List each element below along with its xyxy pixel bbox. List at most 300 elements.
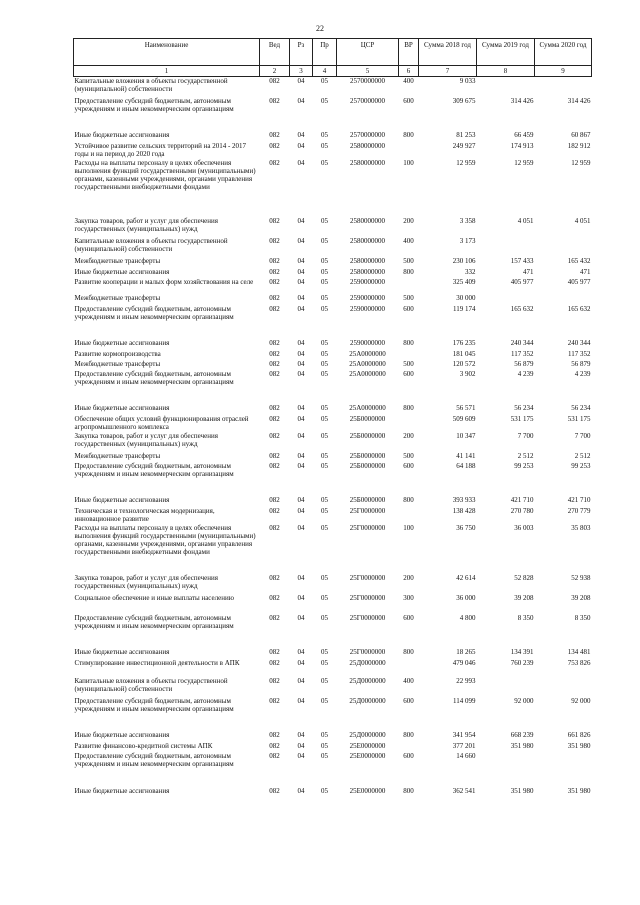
cell-vr: 800 (403, 647, 414, 656)
cell-sum-2020: 12 959 (571, 158, 591, 167)
cell-sum-2020: 4 239 (574, 369, 591, 378)
cell-sum-2019: 157 433 (510, 256, 534, 265)
cell-sum-2019: 421 710 (510, 495, 534, 504)
cell-rz: 04 (297, 647, 305, 656)
cell-sum-2019: 56 879 (514, 359, 534, 368)
table-row (74, 731, 592, 742)
cell-sum-2020: 117 352 (568, 349, 591, 358)
cell-rz: 04 (297, 495, 305, 504)
cell-sum-2018: 3 902 (459, 369, 476, 378)
cell-ved: 082 (269, 741, 280, 750)
cell-vr: 600 (403, 369, 414, 378)
cell-sum-2018: 64 188 (456, 461, 476, 470)
cell-sum-2020: 56 879 (571, 359, 591, 368)
cell-pr: 05 (321, 786, 328, 795)
cell-sum-2019: 4 239 (517, 369, 534, 378)
cell-pr: 05 (321, 414, 328, 423)
cell-vr: 800 (403, 495, 414, 504)
cell-csr: 2580000000 (350, 267, 385, 276)
cell-vr (399, 415, 419, 432)
cell-sum-2018: 114 099 (453, 696, 476, 705)
cell-vr: 800 (403, 730, 414, 739)
cell-sum-2020: 4 051 (574, 216, 591, 225)
cell-sum-2020: 165 632 (567, 304, 591, 313)
cell-csr: 25Б0000000 (349, 495, 386, 504)
cell-sum-2020 (535, 77, 592, 97)
header-vr: ВР (399, 39, 419, 66)
cell-sum-2019 (477, 677, 535, 697)
cell-pr: 05 (321, 77, 328, 85)
cell-name: Стимулирование инвестиционной деятельности в АПК (74, 658, 240, 667)
cell-sum-2019: 4 051 (517, 216, 534, 225)
cell-sum-2018: 119 174 (453, 304, 476, 313)
cell-sum-2018: 230 106 (452, 256, 476, 265)
cell-vr: 400 (403, 77, 414, 85)
cell-name: Устойчивое развитие сельских территорий на 2014 - 2017 годы и на период до 2020 года (74, 141, 247, 158)
header-csr: ЦСР (337, 39, 399, 66)
header-sum-2020: Сумма 2020 год (535, 39, 592, 66)
cell-ved: 082 (269, 403, 280, 412)
cell-pr: 05 (321, 130, 328, 139)
cell-vr: 100 (403, 523, 414, 532)
cell-sum-2020: 351 980 (567, 786, 591, 795)
cell-sum-2020: 531 175 (567, 414, 591, 423)
cell-name: Капитальные вложения в объекты государственной (муниципальной) собственности (74, 676, 228, 693)
cell-rz: 04 (297, 216, 305, 225)
cell-name: Иные бюджетные ассигнования (74, 495, 170, 504)
table-row (74, 159, 592, 217)
cell-ved: 082 (269, 277, 280, 286)
cell-ved: 082 (269, 414, 280, 423)
header-sum-2018: Сумма 2018 год (419, 39, 477, 66)
cell-sum-2018: 176 235 (452, 338, 476, 347)
header-sum-2019: Сумма 2019 год (477, 39, 535, 66)
cell-sum-2020 (535, 237, 592, 257)
cell-csr: 25Г0000000 (349, 523, 386, 532)
header-row (74, 39, 592, 66)
cell-name: Иные бюджетные ассигнования (74, 338, 170, 347)
cell-csr: 25А0000000 (349, 359, 386, 368)
cell-csr: 25Д0000000 (349, 658, 386, 667)
cell-rz: 04 (297, 414, 305, 423)
cell-sum-2020: 39 208 (571, 593, 591, 602)
cell-sum-2019: 66 459 (514, 130, 534, 139)
cell-rz: 04 (297, 593, 305, 602)
column-number: 7 (419, 66, 477, 77)
table-row (74, 787, 592, 797)
cell-rz: 04 (297, 730, 305, 739)
cell-sum-2020: 270 779 (567, 506, 591, 515)
cell-sum-2020: 52 938 (571, 573, 591, 582)
cell-sum-2019: 39 208 (514, 593, 534, 602)
cell-sum-2019 (477, 752, 535, 787)
cell-sum-2020: 471 (580, 267, 591, 276)
cell-sum-2020: 92 000 (571, 696, 591, 705)
cell-vr: 500 (403, 293, 414, 302)
cell-sum-2018: 332 (465, 267, 476, 276)
cell-csr: 25Г0000000 (349, 506, 386, 515)
cell-sum-2019: 117 352 (511, 349, 534, 358)
cell-sum-2019: 92 000 (514, 696, 534, 705)
cell-name: Иные бюджетные ассигнования (74, 730, 170, 739)
cell-name: Предоставление субсидий бюджетным, автономным учреждениям и иным некоммерческим организациям (74, 696, 234, 713)
table-row (74, 507, 592, 524)
cell-pr: 05 (321, 495, 328, 504)
cell-sum-2019: 270 780 (510, 506, 534, 515)
cell-csr: 25Д0000000 (349, 676, 386, 685)
cell-ved: 082 (269, 369, 280, 378)
cell-pr: 05 (321, 96, 328, 105)
cell-sum-2018: 181 045 (452, 349, 476, 358)
table-row (74, 131, 592, 142)
cell-sum-2020: 421 710 (567, 495, 591, 504)
cell-rz: 04 (297, 256, 305, 265)
cell-csr: 2590000000 (350, 277, 385, 286)
cell-csr: 2590000000 (350, 304, 385, 313)
cell-pr: 05 (321, 359, 328, 368)
cell-pr: 05 (321, 613, 328, 622)
cell-rz: 04 (297, 267, 305, 276)
cell-ved: 082 (269, 216, 280, 225)
cell-name: Капитальные вложения в объекты государственной (муниципальной) собственности (74, 236, 228, 253)
header-pr: Пр (313, 39, 337, 66)
cell-pr: 05 (321, 256, 328, 265)
cell-ved: 082 (269, 593, 280, 602)
table-row (74, 659, 592, 677)
cell-sum-2020: 314 426 (567, 96, 591, 105)
cell-ved: 082 (269, 451, 280, 460)
table-row (74, 294, 592, 305)
cell-rz: 04 (297, 573, 305, 582)
cell-sum-2019 (477, 77, 535, 97)
cell-sum-2019: 56 234 (514, 403, 534, 412)
cell-rz: 04 (297, 506, 305, 515)
table-row (74, 742, 592, 752)
cell-pr: 05 (321, 349, 328, 358)
cell-sum-2020: 134 481 (567, 647, 591, 656)
cell-vr (399, 507, 419, 524)
cell-rz: 04 (297, 676, 305, 685)
cell-vr: 600 (403, 613, 414, 622)
cell-csr: 25Г0000000 (349, 593, 386, 602)
cell-sum-2018: 325 409 (452, 277, 476, 286)
cell-sum-2020: 165 432 (567, 256, 591, 265)
cell-sum-2018: 36 000 (456, 593, 476, 602)
table-row (74, 752, 592, 787)
cell-sum-2018: 14 660 (456, 751, 476, 760)
cell-csr: 2580000000 (350, 216, 385, 225)
cell-sum-2018: 10 347 (456, 431, 476, 440)
cell-csr: 2580000000 (350, 141, 385, 150)
cell-ved: 082 (269, 730, 280, 739)
cell-sum-2018: 9 033 (459, 77, 476, 85)
table-body (74, 77, 592, 797)
cell-sum-2018: 18 265 (456, 647, 476, 656)
cell-name: Закупка товаров, работ и услуг для обеспечения государственных (муниципальных) нужд (74, 431, 218, 448)
cell-rz: 04 (297, 158, 305, 167)
cell-pr: 05 (321, 216, 328, 225)
table-row (74, 77, 592, 97)
cell-name: Межбюджетные трансферты (74, 256, 161, 265)
cell-pr: 05 (321, 451, 328, 460)
column-number: 2 (260, 66, 290, 77)
cell-pr: 05 (321, 293, 328, 302)
cell-rz: 04 (297, 369, 305, 378)
table-row (74, 594, 592, 614)
cell-name: Расходы на выплаты персоналу в целях обеспечения выполнения функций государственными (муниципальными) органами, казенными учреждениями, органами управления государственными внебюджетными фондами (74, 158, 256, 191)
cell-vr: 800 (403, 403, 414, 412)
table-row (74, 278, 592, 294)
cell-csr: 25Д0000000 (349, 730, 386, 739)
cell-csr: 25Г0000000 (349, 613, 386, 622)
cell-sum-2018: 3 173 (459, 236, 476, 245)
cell-csr: 25А0000000 (349, 369, 386, 378)
cell-rz: 04 (297, 359, 305, 368)
column-number: 4 (313, 66, 337, 77)
cell-name: Иные бюджетные ассигнования (74, 647, 170, 656)
cell-sum-2018: 309 675 (452, 96, 476, 105)
cell-ved: 082 (269, 495, 280, 504)
cell-pr: 05 (321, 369, 328, 378)
cell-sum-2020: 7 700 (574, 431, 591, 440)
cell-sum-2019: 351 980 (510, 741, 534, 750)
cell-sum-2018: 393 933 (452, 495, 476, 504)
table-row (74, 257, 592, 268)
cell-csr: 25Е0000000 (349, 741, 386, 750)
cell-sum-2020: 753 826 (567, 658, 591, 667)
cell-csr: 25Е0000000 (349, 786, 386, 795)
cell-pr: 05 (321, 751, 328, 760)
cell-sum-2019: 7 700 (517, 431, 534, 440)
cell-pr: 05 (321, 236, 328, 245)
cell-pr: 05 (321, 523, 328, 532)
cell-rz: 04 (297, 431, 305, 440)
table-row (74, 496, 592, 507)
cell-name: Предоставление субсидий бюджетным, автономным учреждениям и иным некоммерческим организациям (74, 369, 234, 386)
cell-ved: 082 (269, 676, 280, 685)
column-number: 3 (290, 66, 313, 77)
cell-rz: 04 (297, 696, 305, 705)
cell-sum-2019: 134 391 (510, 647, 534, 656)
cell-csr: 2570000000 (350, 77, 385, 85)
table-row (74, 360, 592, 370)
cell-ved: 082 (269, 96, 280, 105)
cell-csr: 25Б0000000 (349, 451, 386, 460)
cell-ved: 082 (269, 236, 280, 245)
cell-name: Иные бюджетные ассигнования (74, 130, 170, 139)
cell-sum-2020: 661 826 (567, 730, 591, 739)
cell-rz: 04 (297, 236, 305, 245)
cell-pr: 05 (321, 647, 328, 656)
cell-sum-2019: 314 426 (510, 96, 534, 105)
cell-vr: 500 (403, 359, 414, 368)
column-number: 8 (477, 66, 535, 77)
table-row (74, 305, 592, 339)
table-row (74, 97, 592, 131)
cell-sum-2020: 405 977 (567, 277, 591, 286)
table-row (74, 614, 592, 648)
cell-csr: 2570000000 (350, 96, 385, 105)
cell-sum-2019: 2 512 (517, 451, 534, 460)
cell-sum-2019: 52 828 (514, 573, 534, 582)
cell-pr: 05 (321, 304, 328, 313)
table-row (74, 339, 592, 350)
cell-sum-2018: 36 750 (456, 523, 476, 532)
cell-name: Предоставление субсидий бюджетным, автономным учреждениям и иным некоммерческим организациям (74, 304, 234, 321)
cell-vr: 300 (403, 593, 414, 602)
cell-sum-2019: 760 239 (510, 658, 534, 667)
cell-sum-2019 (477, 237, 535, 257)
cell-rz: 04 (297, 338, 305, 347)
table-row (74, 404, 592, 415)
cell-pr: 05 (321, 461, 328, 470)
cell-sum-2020: 35 803 (571, 523, 591, 532)
column-number: 9 (535, 66, 592, 77)
cell-ved: 082 (269, 696, 280, 705)
table-row (74, 677, 592, 697)
cell-vr (399, 142, 419, 159)
cell-name: Закупка товаров, работ и услуг для обеспечения государственных (муниципальных) нужд (74, 573, 218, 590)
cell-pr: 05 (321, 158, 328, 167)
cell-name: Расходы на выплаты персоналу в целях обеспечения выполнения функций государственными (муниципальными) органами, казенными учреждениями, органами управления государственными внебюджетными фондами (74, 523, 256, 556)
cell-name: Развитие кооперации и малых форм хозяйствования на селе (74, 277, 254, 286)
table-row (74, 237, 592, 257)
cell-vr: 800 (403, 130, 414, 139)
cell-rz: 04 (297, 349, 305, 358)
cell-csr: 25А0000000 (349, 403, 386, 412)
cell-sum-2020: 182 912 (567, 141, 591, 150)
cell-csr: 25Е0000000 (349, 751, 386, 760)
cell-vr: 600 (403, 304, 414, 313)
cell-ved: 082 (269, 613, 280, 622)
cell-pr: 05 (321, 141, 328, 150)
cell-sum-2018: 41 141 (456, 451, 476, 460)
table-row (74, 415, 592, 432)
cell-sum-2019: 36 003 (514, 523, 534, 532)
cell-sum-2018: 377 201 (452, 741, 476, 750)
cell-ved: 082 (269, 256, 280, 265)
cell-ved: 082 (269, 267, 280, 276)
cell-sum-2020: 99 253 (571, 461, 591, 470)
cell-rz: 04 (297, 403, 305, 412)
cell-pr: 05 (321, 338, 328, 347)
column-number: 6 (399, 66, 419, 77)
budget-table (73, 38, 592, 797)
cell-sum-2018: 3 358 (459, 216, 476, 225)
cell-sum-2018: 12 959 (456, 158, 476, 167)
cell-vr: 200 (403, 431, 414, 440)
cell-name: Иные бюджетные ассигнования (74, 267, 170, 276)
cell-sum-2018: 120 572 (452, 359, 476, 368)
cell-rz: 04 (297, 658, 305, 667)
cell-pr: 05 (321, 431, 328, 440)
cell-csr: 2570000000 (350, 130, 385, 139)
cell-vr (399, 350, 419, 360)
header-rz: Рз (290, 39, 313, 66)
cell-ved: 082 (269, 359, 280, 368)
cell-sum-2020: 56 234 (571, 403, 591, 412)
cell-vr: 800 (403, 786, 414, 795)
cell-pr: 05 (321, 676, 328, 685)
table-row (74, 370, 592, 404)
cell-csr: 25А0000000 (349, 349, 386, 358)
cell-rz: 04 (297, 96, 305, 105)
table-row (74, 452, 592, 462)
cell-rz: 04 (297, 141, 305, 150)
cell-sum-2019: 99 253 (514, 461, 534, 470)
cell-ved: 082 (269, 647, 280, 656)
cell-sum-2019: 471 (523, 267, 534, 276)
cell-name: Предоставление субсидий бюджетным, автономным учреждениям и иным некоммерческим организациям (74, 751, 234, 768)
cell-csr: 2590000000 (350, 293, 385, 302)
cell-vr (399, 278, 419, 294)
cell-rz: 04 (297, 523, 305, 532)
cell-sum-2018: 138 428 (452, 506, 476, 515)
cell-sum-2019: 8 350 (517, 613, 534, 622)
cell-rz: 04 (297, 293, 305, 302)
cell-ved: 082 (269, 349, 280, 358)
cell-sum-2018: 81 253 (456, 130, 476, 139)
cell-name: Иные бюджетные ассигнования (74, 403, 170, 412)
cell-vr: 500 (403, 451, 414, 460)
cell-vr: 200 (403, 216, 414, 225)
cell-csr: 2580000000 (350, 256, 385, 265)
cell-pr: 05 (321, 696, 328, 705)
cell-rz: 04 (297, 304, 305, 313)
cell-pr: 05 (321, 658, 328, 667)
cell-pr: 05 (321, 267, 328, 276)
cell-ved: 082 (269, 573, 280, 582)
cell-name: Межбюджетные трансферты (74, 451, 161, 460)
table-row (74, 268, 592, 278)
cell-sum-2018: 56 571 (456, 403, 476, 412)
cell-name: Техническая и технологическая модернизация, инновационное развитие (74, 506, 215, 523)
cell-csr: 25Г0000000 (349, 647, 386, 656)
cell-vr: 400 (403, 236, 414, 245)
cell-csr: 2580000000 (350, 236, 385, 245)
cell-sum-2018: 479 046 (452, 658, 476, 667)
header-ved: Вед (260, 39, 290, 66)
table-row (74, 432, 592, 452)
cell-vr: 600 (403, 751, 414, 760)
cell-name: Развитие финансово-кредитной системы АПК (74, 741, 213, 750)
cell-name: Межбюджетные трансферты (74, 359, 161, 368)
table-row (74, 462, 592, 496)
column-number: 1 (74, 66, 260, 77)
cell-sum-2018: 249 927 (452, 141, 476, 150)
cell-vr: 600 (403, 696, 414, 705)
column-number: 5 (337, 66, 399, 77)
cell-ved: 082 (269, 77, 280, 85)
cell-sum-2019: 531 175 (510, 414, 534, 423)
cell-vr: 100 (403, 158, 414, 167)
cell-rz: 04 (297, 741, 305, 750)
cell-pr: 05 (321, 593, 328, 602)
cell-ved: 082 (269, 293, 280, 302)
cell-sum-2020: 2 512 (574, 451, 591, 460)
cell-rz: 04 (297, 77, 305, 85)
table-row (74, 350, 592, 360)
page-number: 22 (316, 24, 324, 33)
cell-ved: 082 (269, 523, 280, 532)
cell-sum-2020 (535, 294, 592, 305)
cell-ved: 082 (269, 130, 280, 139)
cell-name: Межбюджетные трансферты (74, 293, 161, 302)
cell-name: Развитие кормопроизводства (74, 349, 161, 358)
cell-sum-2019: 668 239 (510, 730, 534, 739)
cell-ved: 082 (269, 431, 280, 440)
cell-name: Капитальные вложения в объекты государственной (муниципальной) собственности (74, 77, 228, 93)
